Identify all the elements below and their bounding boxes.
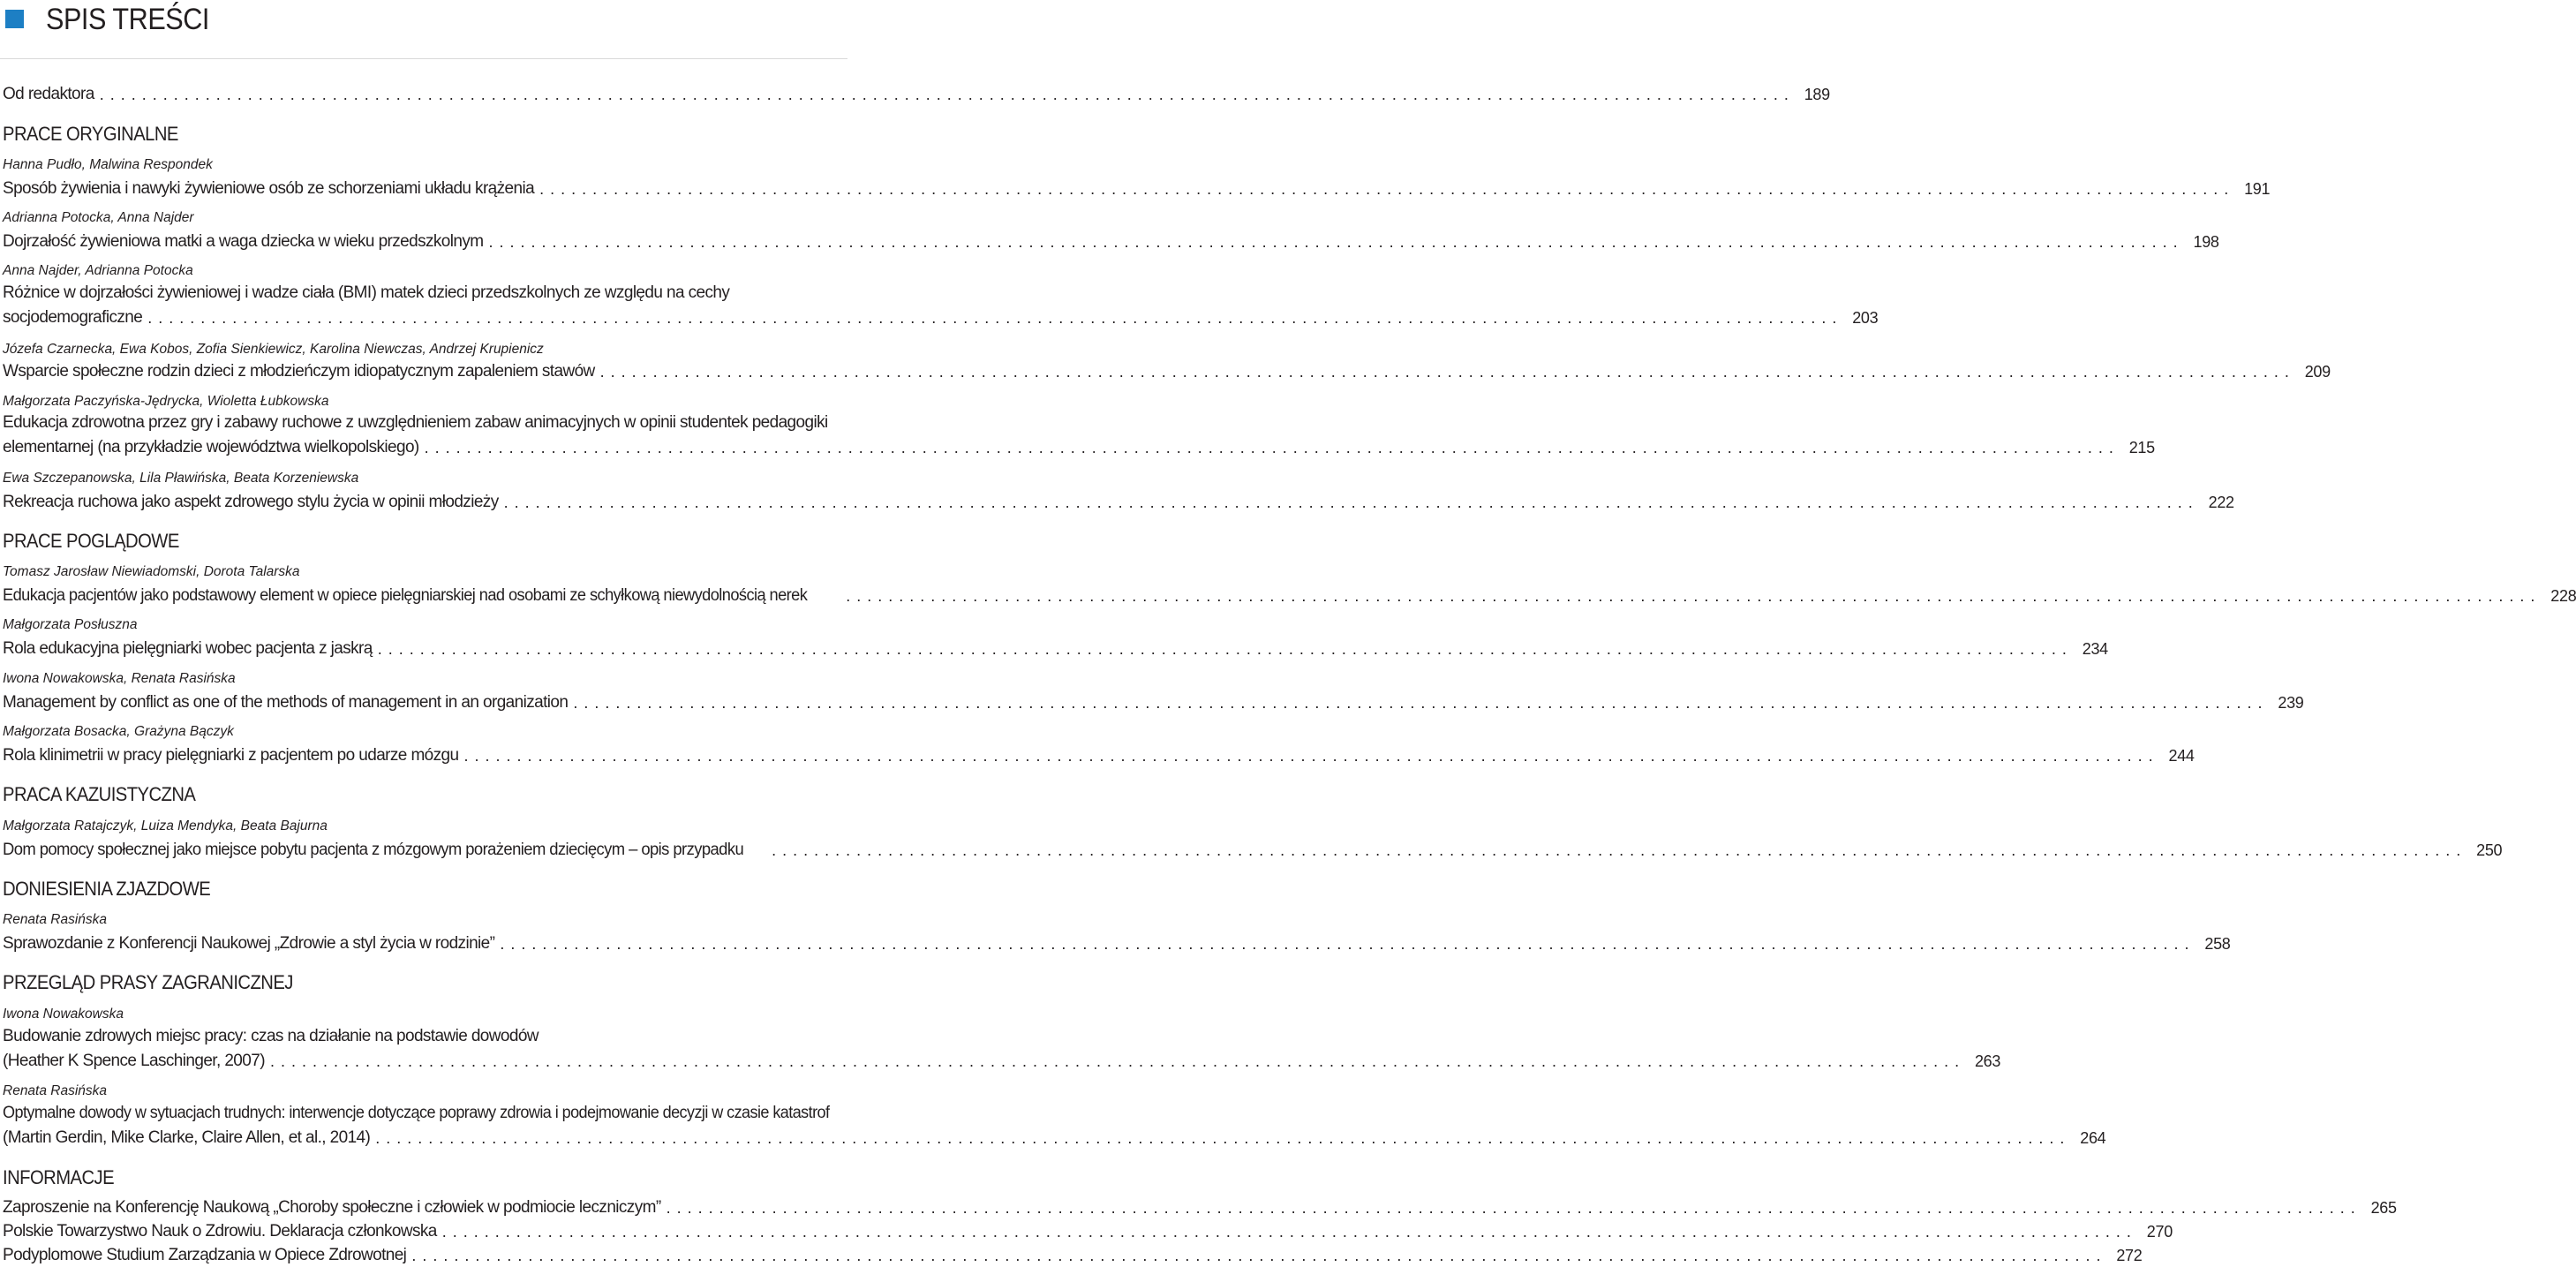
- entry-title: Rola klinimetrii w pracy pielęgniarki z pacjentem po udarze mózgu: [3, 746, 459, 765]
- toc-entry[interactable]: [3, 690, 2304, 713]
- page-number: 234: [2082, 640, 2108, 658]
- entry-title: Dojrzałość żywieniowa matki a waga dziecka w wieku przedszkolnym: [3, 232, 484, 251]
- dot-leader: ................................................................................................................................................................: [772, 841, 2467, 859]
- toc-entry[interactable]: [3, 1125, 2106, 1149]
- entry-title: (Martin Gerdin, Mike Clarke, Claire Allen, et al., 2014): [3, 1128, 371, 1147]
- entry-authors: Hanna Pudło, Malwina Respondek: [3, 157, 213, 172]
- dot-leader: ................................................................................................................................................................: [377, 640, 2073, 658]
- entry-authors: Małgorzata Ratajczyk, Luiza Mendyka, Beata Bajurna: [3, 818, 328, 833]
- page-number: 265: [2370, 1199, 2397, 1217]
- page-number: 215: [2128, 439, 2155, 456]
- entry-authors: Ewa Szczepanowska, Lila Pławińska, Beata Korzeniewska: [3, 471, 359, 486]
- entry-title: socjodemograficzne: [3, 308, 143, 327]
- entry-title: Dom pomocy społecznej jako miejsce pobytu pacjenta z mózgowym porażeniem dziecięcym – opis przypadku: [3, 841, 744, 859]
- entry-title-line: Edukacja zdrowotna przez gry i zabawy ruchowe z uwzględnieniem zabaw animacyjnych w opinii studentek pedagogiki: [3, 413, 828, 432]
- dot-leader: ................................................................................................................................................................: [463, 747, 2159, 765]
- toc-entry[interactable]: [3, 1195, 2397, 1218]
- section-heading: DONIESIENIA ZJAZDOWE: [3, 878, 211, 900]
- page-number: 272: [2116, 1247, 2143, 1264]
- toc-entry[interactable]: [3, 1218, 2173, 1242]
- entry-title: Sprawozdanie z Konferencji Naukowej „Zdrowie a styl życia w rodzinie”: [3, 934, 495, 953]
- page-number: 270: [2146, 1223, 2173, 1241]
- page-number: 203: [1852, 309, 1879, 327]
- section-heading: PRACE POGLĄDOWE: [3, 530, 179, 552]
- entry-authors: Iwona Nowakowska, Renata Rasińska: [3, 671, 236, 686]
- page-title: SPIS TREŚCI: [46, 3, 209, 36]
- page-number: 244: [2168, 747, 2195, 765]
- entry-title: elementarnej (na przykładzie województwa wielkopolskiego): [3, 438, 419, 456]
- page-number: 198: [2193, 233, 2219, 251]
- toc-entry-editor[interactable]: [3, 81, 1830, 105]
- entry-title: Polskie Towarzystwo Nauk o Zdrowiu. Deklaracja członkowska: [3, 1222, 437, 1241]
- toc-entry[interactable]: [3, 1242, 2143, 1266]
- entry-authors: Tomasz Jarosław Niewiadomski, Dorota Talarska: [3, 564, 300, 579]
- dot-leader: ................................................................................................................................................................: [375, 1129, 2071, 1147]
- entry-authors: Adrianna Potocka, Anna Najder: [3, 210, 194, 225]
- section-heading: INFORMACJE: [3, 1166, 115, 1188]
- toc-entry[interactable]: [3, 358, 2331, 382]
- toc-entry[interactable]: [3, 743, 2195, 766]
- dot-leader: ................................................................................................................................................................: [539, 180, 2235, 198]
- toc-entry[interactable]: [3, 489, 2234, 513]
- page-number: 228: [2550, 587, 2576, 605]
- entry-authors: Renata Rasińska: [3, 1083, 108, 1098]
- entry-title: Wsparcie społeczne rodzin dzieci z młodzieńczym idiopatycznym zapaleniem stawów: [3, 362, 595, 381]
- entry-authors: Małgorzata Paczyńska-Jędrycka, Wioletta Łubkowska: [3, 394, 329, 409]
- page-number: 263: [1974, 1052, 2001, 1070]
- entry-authors: Małgorzata Bosacka, Grażyna Bączyk: [3, 724, 234, 739]
- entry-title: Od redaktora: [3, 85, 94, 103]
- entry-title: Edukacja pacjentów jako podstawowy element w opiece pielęgniarskiej nad osobami ze schyłkową niewydolnością nerek: [3, 586, 808, 605]
- blue-square-icon: [5, 10, 24, 28]
- toc-entry[interactable]: [3, 931, 2231, 954]
- dot-leader: ................................................................................................................................................................: [99, 86, 1795, 103]
- entry-title-line: Różnice w dojrzałości żywieniowej i wadze ciała (BMI) matek dzieci przedszkolnych ze względu na cechy: [3, 283, 730, 302]
- dot-leader: ................................................................................................................................................................: [488, 233, 2184, 251]
- dot-leader: ................................................................................................................................................................: [441, 1223, 2137, 1241]
- section-heading: PRACA KAZUISTYCZNA: [3, 783, 196, 805]
- dot-leader: ................................................................................................................................................................: [666, 1199, 2361, 1217]
- toc-entry[interactable]: [3, 176, 2271, 200]
- dot-leader: ................................................................................................................................................................: [573, 694, 2269, 712]
- entry-title: Podyplomowe Studium Zarządzania w Opiece Zdrowotnej: [3, 1246, 407, 1264]
- page-number: 222: [2208, 494, 2234, 511]
- dot-leader: ................................................................................................................................................................: [147, 309, 1843, 327]
- dot-leader: ................................................................................................................................................................: [500, 935, 2196, 953]
- page-number: 264: [2080, 1129, 2106, 1147]
- page-number: 189: [1804, 86, 1830, 103]
- toc-entry[interactable]: [3, 1048, 2001, 1072]
- toc-entry[interactable]: [3, 583, 2576, 607]
- dot-leader: ................................................................................................................................................................: [424, 439, 2120, 456]
- dot-leader: ................................................................................................................................................................: [846, 587, 2542, 605]
- page-number: 239: [2278, 694, 2304, 712]
- entry-authors: Małgorzata Posłuszna: [3, 617, 138, 632]
- page-header: [0, 0, 847, 59]
- entry-title: Sposób żywienia i nawyki żywieniowe osób ze schorzeniami układu krążenia: [3, 179, 535, 198]
- entry-title-line: Optymalne dowody w sytuacjach trudnych: interwencje dotyczące poprawy zdrowia i podejmowanie decyzji w czasie katastrof: [3, 1104, 830, 1122]
- entry-title: Rola edukacyjna pielęgniarki wobec pacjenta z jaskrą: [3, 639, 373, 658]
- entry-authors: Józefa Czarnecka, Ewa Kobos, Zofia Sienkiewicz, Karolina Niewczas, Andrzej Krupienicz: [3, 342, 544, 357]
- entry-title: Zaproszenie na Konferencję Naukową „Choroby społeczne i człowiek w podmiocie leczniczym”: [3, 1198, 661, 1217]
- toc-entry[interactable]: [3, 837, 2503, 861]
- entry-title: Rekreacja ruchowa jako aspekt zdrowego stylu życia w opinii młodzieży: [3, 493, 499, 511]
- toc-entry[interactable]: [3, 305, 1879, 328]
- section-heading: PRZEGLĄD PRASY ZAGRANICZNEJ: [3, 971, 293, 993]
- toc-entry[interactable]: [3, 636, 2108, 660]
- dot-leader: ................................................................................................................................................................: [503, 494, 2199, 511]
- section-heading: PRACE ORYGINALNE: [3, 123, 178, 145]
- entry-title-line: Budowanie zdrowych miejsc pracy: czas na działanie na podstawie dowodów: [3, 1027, 539, 1045]
- page-number: 258: [2204, 935, 2231, 953]
- entry-authors: Iwona Nowakowska: [3, 1007, 124, 1022]
- page-number: 250: [2476, 841, 2503, 859]
- dot-leader: ................................................................................................................................................................: [411, 1247, 2107, 1264]
- dot-leader: ................................................................................................................................................................: [269, 1052, 1966, 1070]
- entry-authors: Renata Rasińska: [3, 912, 108, 927]
- page-number: 209: [2304, 363, 2331, 381]
- page-number: 191: [2244, 180, 2271, 198]
- entry-title: Management by conflict as one of the methods of management in an organization: [3, 693, 569, 712]
- toc-entry[interactable]: [3, 229, 2219, 253]
- toc-entry[interactable]: [3, 434, 2155, 458]
- entry-authors: Anna Najder, Adrianna Potocka: [3, 263, 193, 278]
- entry-title: (Heather K Spence Laschinger, 2007): [3, 1052, 265, 1070]
- dot-leader: ................................................................................................................................................................: [599, 363, 2295, 381]
